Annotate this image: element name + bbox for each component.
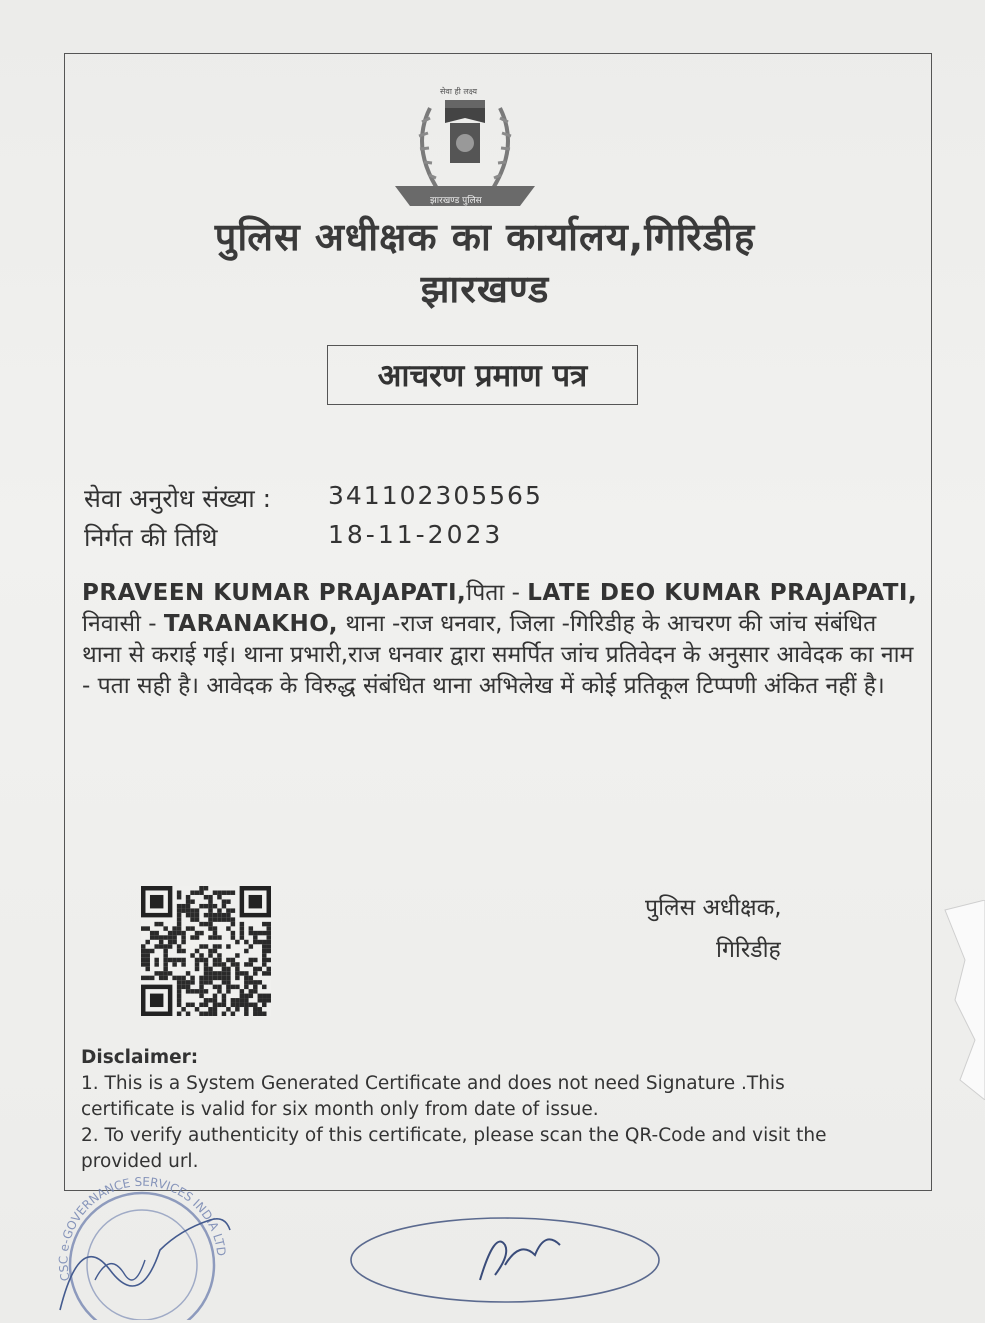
emblem-banner: झारखण्ड पुलिस	[430, 196, 482, 206]
issue-date-value: 18-11-2023	[328, 520, 504, 549]
father-name: LATE DEO KUMAR PRAJAPATI,	[527, 580, 918, 606]
service-request-number: 341102305565	[328, 481, 543, 510]
svg-text:CSC e-GOVERNANCE SERVICES INDI: CSC e-GOVERNANCE SERVICES INDIA LTD	[56, 1174, 229, 1283]
service-request-label: सेवा अनुरोध संख्या :	[84, 484, 272, 513]
resident-label: निवासी -	[82, 611, 164, 637]
certificate-title: आचरण प्रमाण पत्र	[327, 345, 638, 405]
qr-code[interactable]	[141, 886, 271, 1016]
csc-seal-stamp	[40, 1170, 240, 1320]
certificate-body	[82, 578, 922, 702]
service-request-row	[84, 481, 543, 515]
issue-date-label: निर्गत की तिथि	[84, 523, 218, 552]
emblem-motto: सेवा ही लक्ष्य	[440, 87, 477, 96]
state-name: झारखण्ड	[420, 267, 550, 311]
disclaimer	[81, 1045, 881, 1175]
father-label: पिता -	[466, 580, 528, 606]
village-name: TARANAKHO,	[163, 611, 339, 637]
disclaimer-heading: Disclaimer:	[81, 1047, 199, 1068]
signatory-district: गिरिडीह	[716, 937, 781, 963]
issue-date-row	[84, 520, 504, 554]
certificate-statement: थाना -राज धनवार, जिला -गिरिडीह के आचरण की जांच संबंधित थाना से कराई गई। थाना प्रभारी,राज धनवार द्वारा समर्पित जांच प्रतिवेदन के अनुसार आवेदक का नाम - पता सही है। आवेदक के विरुद्ध संबंधित थाना अभिलेख में कोई प्रतिकूल टिप्पणी अंकित नहीं है।	[82, 611, 914, 699]
office-name: पुलिस अधीक्षक का कार्यालय,गिरिडीह	[214, 215, 756, 259]
torn-paper-edge	[905, 900, 985, 1100]
applicant-name: PRAVEEN KUMAR PRAJAPATI,	[82, 580, 467, 606]
disclaimer-item-1: 1. This is a System Generated Certificate and does not need Signature .This certificate is valid for six month only from date of issue.	[81, 1073, 785, 1120]
signatory-title: पुलिस अधीक्षक,	[645, 895, 782, 921]
verification-signature-stamp	[345, 1210, 665, 1310]
disclaimer-item-2: 2. To verify authenticity of this certificate, please scan the QR-Code and visit the provided url.	[81, 1125, 827, 1172]
